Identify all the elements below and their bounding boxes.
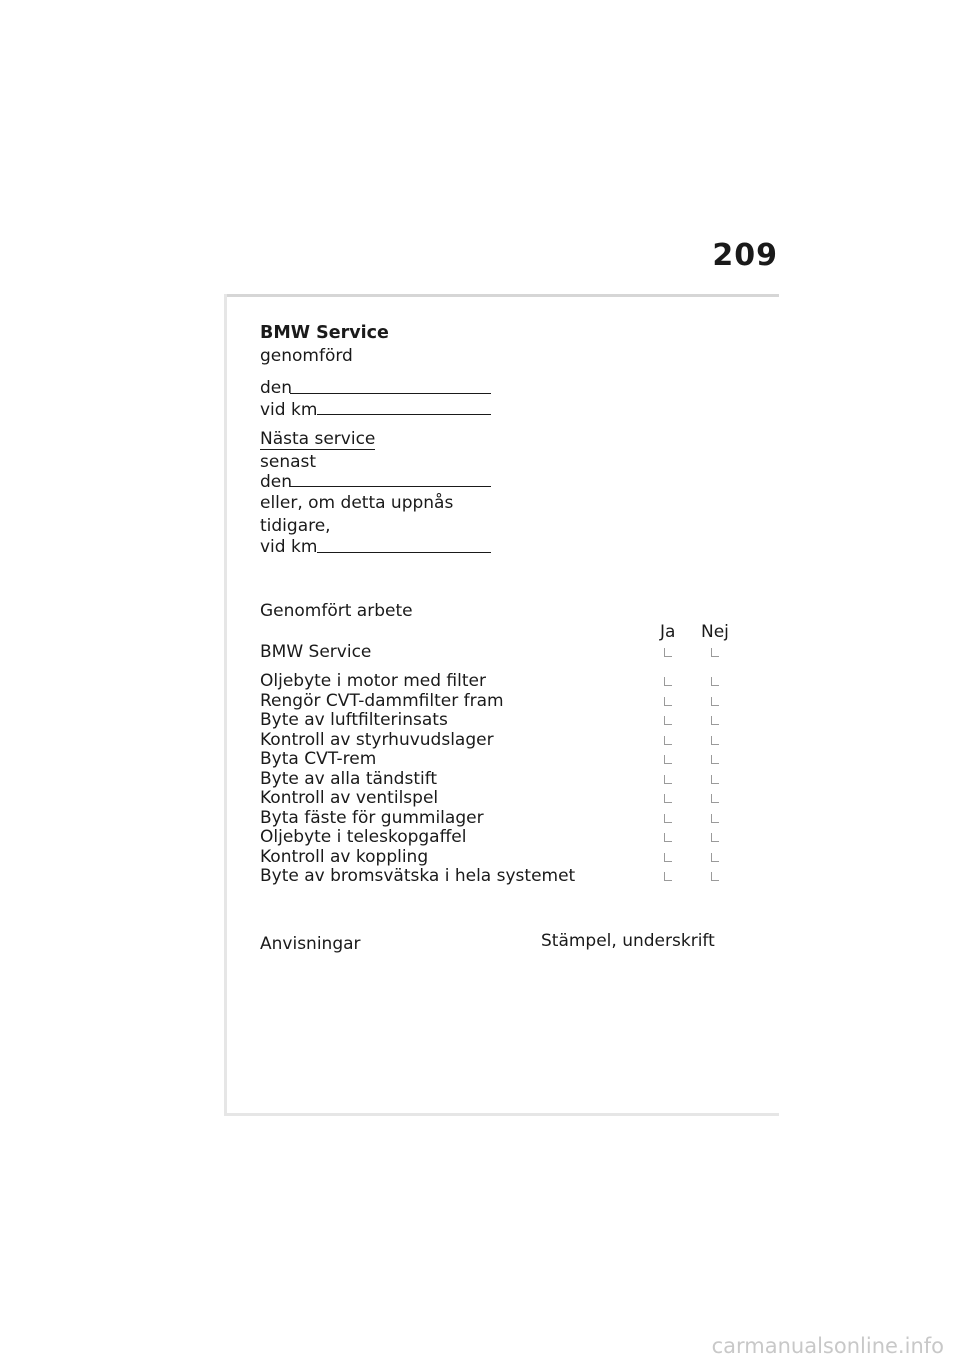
next-service-title: Nästa service xyxy=(260,429,376,449)
work-item-yes-checkbox[interactable] xyxy=(664,677,672,686)
service-date-label: den xyxy=(260,378,293,398)
watermark: carmanualsonline.info xyxy=(711,1334,944,1358)
next-service-or-label: eller, om detta uppnås xyxy=(260,493,454,513)
next-service-km-label: vid km xyxy=(260,537,318,557)
work-item-no-checkbox[interactable] xyxy=(711,677,719,686)
work-item-no-checkbox[interactable] xyxy=(711,716,719,725)
work-item-label: Byte av alla tändstift xyxy=(260,768,438,789)
service-date-field[interactable] xyxy=(290,393,491,394)
next-service-km-field[interactable] xyxy=(317,552,491,553)
work-item-yes-checkbox[interactable] xyxy=(664,716,672,725)
stamp-label: Stämpel, underskrift xyxy=(541,931,715,951)
work-item-no-checkbox[interactable] xyxy=(711,814,719,823)
work-title: Genomfört arbete xyxy=(260,601,413,621)
work-item-no-checkbox[interactable] xyxy=(711,775,719,784)
page-number: 209 xyxy=(712,238,778,273)
service-done-label: genomförd xyxy=(260,346,353,366)
work-item-yes-checkbox[interactable] xyxy=(664,755,672,764)
work-item-yes-checkbox[interactable] xyxy=(664,794,672,803)
work-item-label: Byta fäste för gummilager xyxy=(260,807,484,828)
work-item-label: Byte av bromsvätska i hela systemet xyxy=(260,866,576,886)
work-item-no-checkbox[interactable] xyxy=(711,853,719,862)
top-divider xyxy=(224,294,779,297)
work-item-yes-checkbox[interactable] xyxy=(664,853,672,862)
work-item-yes-checkbox[interactable] xyxy=(664,872,672,881)
bottom-divider xyxy=(224,1113,779,1116)
service-title: BMW Service xyxy=(260,323,389,343)
notes-label: Anvisningar xyxy=(260,934,361,954)
work-item-label: Byta CVT-rem xyxy=(260,749,377,769)
work-item-yes-checkbox[interactable] xyxy=(664,775,672,784)
work-item-label: Kontroll av koppling xyxy=(260,846,429,867)
work-item-no-checkbox[interactable] xyxy=(711,755,719,764)
next-service-latest-label: senast xyxy=(260,452,317,472)
work-item-yes-checkbox[interactable] xyxy=(664,697,672,706)
work-item-yes-checkbox[interactable] xyxy=(664,736,672,745)
column-yes: Ja xyxy=(660,622,676,642)
work-item-no-checkbox[interactable] xyxy=(711,872,719,881)
service-no-checkbox[interactable] xyxy=(711,648,719,657)
work-item-yes-checkbox[interactable] xyxy=(664,833,672,842)
work-item-label: Kontroll av styrhuvudslager xyxy=(260,729,494,750)
work-item-label: Rengör CVT-dammfilter fram xyxy=(260,690,504,711)
work-item-label: Kontroll av ventilspel xyxy=(260,788,439,808)
next-service-date-field[interactable] xyxy=(290,486,491,487)
service-km-label: vid km xyxy=(260,400,318,420)
work-service-label: BMW Service xyxy=(260,642,372,662)
next-service-earlier-label: tidigare, xyxy=(260,516,331,536)
work-item-label: Byte av luftfilterinsats xyxy=(260,710,448,730)
service-yes-checkbox[interactable] xyxy=(664,648,672,657)
work-item-no-checkbox[interactable] xyxy=(711,697,719,706)
left-divider xyxy=(224,294,227,1116)
column-no: Nej xyxy=(701,622,729,642)
next-service-date-label: den xyxy=(260,472,293,492)
work-item-no-checkbox[interactable] xyxy=(711,736,719,745)
work-item-no-checkbox[interactable] xyxy=(711,833,719,842)
work-item-no-checkbox[interactable] xyxy=(711,794,719,803)
service-km-field[interactable] xyxy=(317,414,491,415)
work-item-yes-checkbox[interactable] xyxy=(664,814,672,823)
work-item-label: Oljebyte i motor med filter xyxy=(260,671,486,691)
work-item-label: Oljebyte i teleskopgaffel xyxy=(260,827,467,847)
